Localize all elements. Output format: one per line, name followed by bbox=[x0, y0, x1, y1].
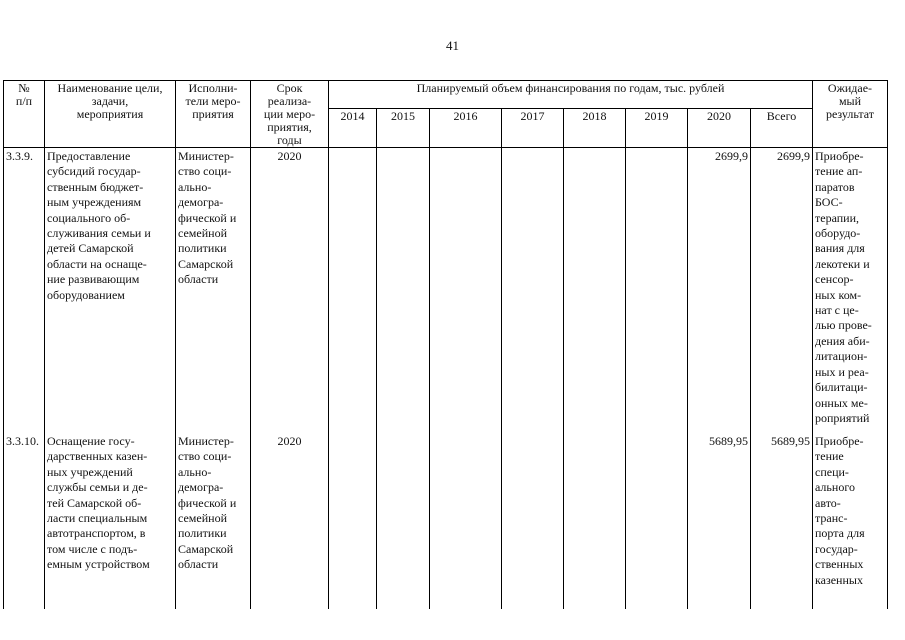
row-year-2017 bbox=[502, 148, 564, 434]
header-name: Наименование цели, задачи, мероприятия bbox=[45, 81, 176, 148]
row-year-2016 bbox=[430, 148, 502, 434]
row-year-2015 bbox=[377, 433, 430, 609]
row-total: 5689,95 bbox=[751, 433, 813, 609]
row-result: Приобре- тение ап- паратов БОС- терапии, оборудо- вания для лекотеки и сенсор- ных ком- нат с це- лью прове- дения аби- литацион- ных и реа- билитаци- онных ме- роприятий bbox=[813, 148, 888, 434]
header-funding: Планируемый объем финансирования по годам, тыс. рублей bbox=[329, 81, 813, 109]
funding-plan-table bbox=[3, 80, 888, 609]
row-year-2020: 2699,9 bbox=[688, 148, 751, 434]
header-year-2017: 2017 bbox=[502, 109, 564, 148]
row-year-2016 bbox=[430, 433, 502, 609]
row-executor: Министер- ство соци- ально- демогра- фической и семейной политики Самарской области bbox=[176, 148, 251, 434]
row-year-2015 bbox=[377, 148, 430, 434]
row-year-2014 bbox=[329, 433, 377, 609]
row-year-2018 bbox=[564, 148, 626, 434]
header-year-2018: 2018 bbox=[564, 109, 626, 148]
row-year-2019 bbox=[626, 433, 688, 609]
header-num: № п/п bbox=[4, 81, 45, 148]
header-term: Срок реализа- ции меро- приятия, годы bbox=[251, 81, 329, 148]
row-year-2014 bbox=[329, 148, 377, 434]
row-term: 2020 bbox=[251, 433, 329, 609]
row-name: Предоставление субсидий государ- ственным бюджет- ным учреждениям социального об- служивания семьи и детей Самарской области на оснаще- ние развивающим оборудованием bbox=[45, 148, 176, 434]
header-year-2014: 2014 bbox=[329, 109, 377, 148]
row-result: Приобре- тение специ- ального авто- транс- порта для государ- ственных казенных bbox=[813, 433, 888, 609]
header-total: Всего bbox=[751, 109, 813, 148]
row-term: 2020 bbox=[251, 148, 329, 434]
table-row bbox=[4, 433, 888, 609]
row-total: 2699,9 bbox=[751, 148, 813, 434]
row-num: 3.3.9. bbox=[4, 148, 45, 434]
row-year-2017 bbox=[502, 433, 564, 609]
header-result: Ожидае- мый результат bbox=[813, 81, 888, 148]
header-year-2015: 2015 bbox=[377, 109, 430, 148]
header-year-2020: 2020 bbox=[688, 109, 751, 148]
header-year-2019: 2019 bbox=[626, 109, 688, 148]
row-year-2018 bbox=[564, 433, 626, 609]
header-executor: Исполни- тели меро- приятия bbox=[176, 81, 251, 148]
header-year-2016: 2016 bbox=[430, 109, 502, 148]
page-number: 41 bbox=[446, 38, 459, 53]
row-year-2020: 5689,95 bbox=[688, 433, 751, 609]
row-num: 3.3.10. bbox=[4, 433, 45, 609]
table-row bbox=[4, 148, 888, 434]
row-year-2019 bbox=[626, 148, 688, 434]
row-name: Оснащение госу- дарственных казен- ных учреждений службы семьи и де- тей Самарской об- ласти специальным автотранспортом, в том числе с подъ- емным устройством bbox=[45, 433, 176, 609]
row-executor: Министер- ство соци- ально- демогра- фической и семейной политики Самарской области bbox=[176, 433, 251, 609]
